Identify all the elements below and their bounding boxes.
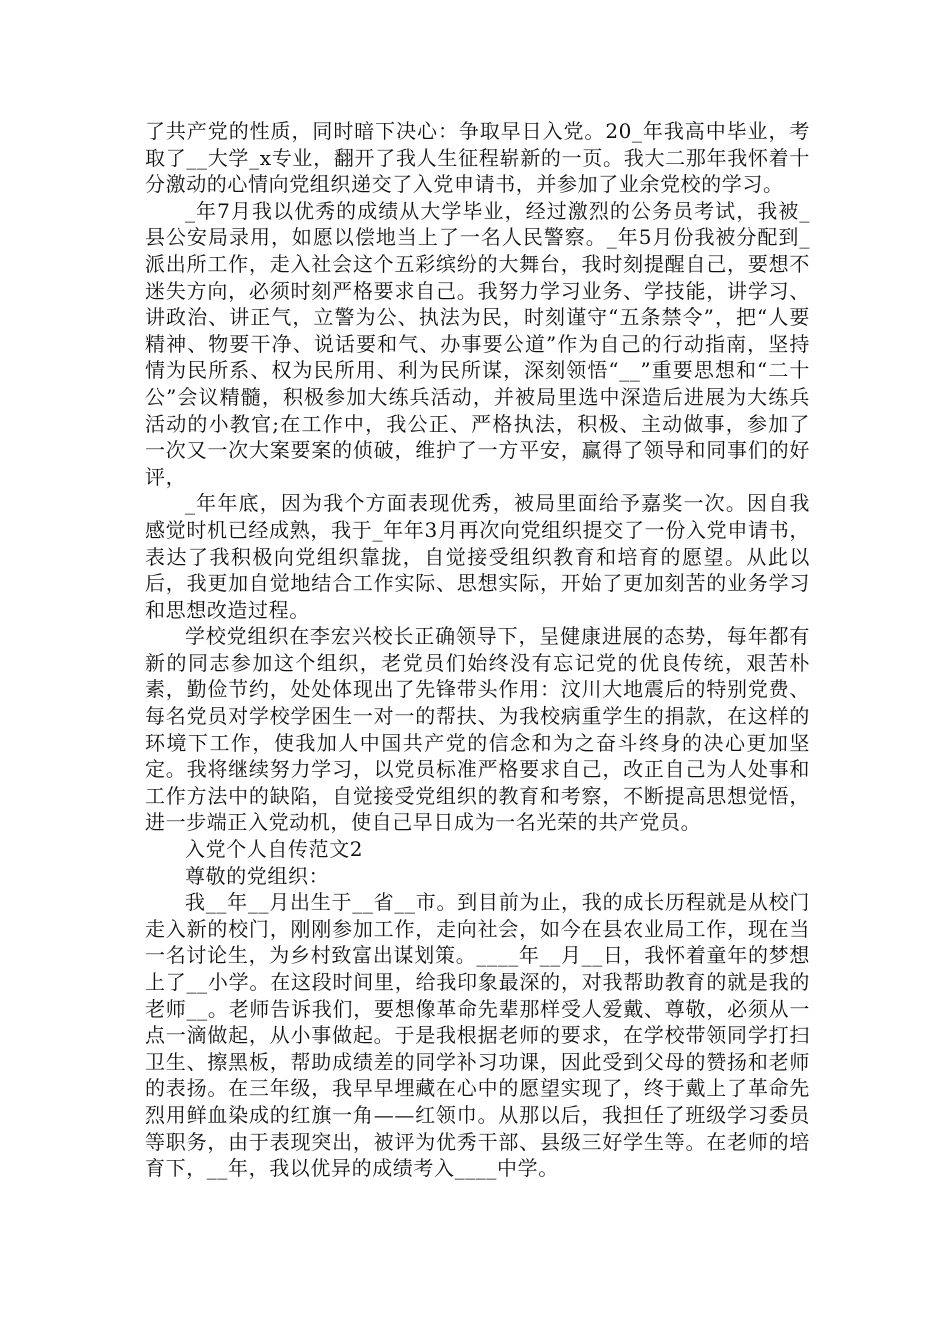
salutation: 尊敬的党组织： — [185, 863, 330, 888]
section-title: 入党个人自传范文2 — [185, 837, 364, 862]
paragraph-biography: 我__年__月出生于__省__市。到目前为止，我的成长历程就是从校门走入新的校门，刚刚参加工作，走向社会，如今在县农业局工作，现在当一名讨论生，为乡村致富出谋划策。____年__月__日，我怀着童年的梦想上了__小学。在这段时间里，给我印象最深的，对我帮助教育的就是我的老师__。老师告诉我们，要想像革命先辈那样受人爱戴、尊敬，必须从一点一滴做起，从小事做起。于是我根据老师的要求，在学校带领同学打扫卫生、擦黑板，帮助成绩差的同学补习功课，因此受到父母的赞扬和老师的表扬。在三年级，我早早埋藏在心中的愿望实现了，终于戴上了革命先烈用鲜血染成的红旗一角——红领巾。从那以后，我担任了班级学习委员等职务，由于表现突出，被评为优秀干部、县级三好学生等。在老师的培育下，__年，我以优异的成绩考入____中学。 — [145, 890, 810, 1181]
paragraph-commendation: _年年底，因为我个方面表现优秀，被局里面给予嘉奖一次。因自我感觉时机已经成熟，我于_年年3月再次向党组织提交了一份入党申请书，表达了我积极向党组织靠拢，自觉接受组织教育和培育的愿望。从此以后，我更加自觉地结合工作实际、思想实际，开始了更加刻苦的业务学习和思想改造过程。 — [145, 491, 810, 622]
document-page — [145, 118, 810, 1182]
paragraph-school-party: 学校党组织在李宏兴校长正确领导下，呈健康进展的态势，每年都有新的同志参加这个组织，老党员们始终没有忘记党的优良传统，艰苦朴素，勤俭节约，处处体现出了先锋带头作用：汶川大地震后的特别党费、每名党员对学校学困生一对一的帮扶、为我校病重学生的捐款，在这样的环境下工作，使我加人中国共产党的信念和为之奋斗终身的决心更加坚定。我将继续努力学习，以党员标准严格要求自己，改正自己为人处事和工作方法中的缺陷，自觉接受党组织的教育和考察，不断提高思想觉悟，进一步端正入党动机，使自己早日成为一名光荣的共产党员。 — [145, 624, 810, 835]
paragraph-continuation: 了共产党的性质，同时暗下决心：争取早日入党。20_年我高中毕业，考取了__大学_x专业，翻开了我人生征程崭新的一页。我大二那年我怀着十分激动的心情向党组织递交了入党申请书，并参加了业余党校的学习。 — [145, 119, 810, 197]
paragraph-graduation-police: _年7月我以优秀的成绩从大学毕业，经过激烈的公务员考试，我被_县公安局录用，如愿以偿地当上了一名人民警察。_年5月份我被分配到_派出所工作，走入社会这个五彩缤纷的大舞台，我时刻提醒自己，要想不迷失方向，必须时刻严格要求自己。我努力学习业务、学技能，讲学习、讲政治、讲正气，立警为公、执法为民，时刻谨守“五条禁令”，把“人要精神、物要干净、说话要和气、办事要公道”作为自己的行动指南，坚持情为民所系、权为民所用、利为民所谋，深刻领悟“__”重要思想和“二十公”会议精髓，积极参加大练兵活动，并被局里选中深造后进展为大练兵活动的小教官;在工作中，我公正、严格执法，积极、主动做事，参加了一次又一次大案要案的侦破，维护了一方平安，赢得了领导和同事们的好评， — [145, 198, 811, 489]
